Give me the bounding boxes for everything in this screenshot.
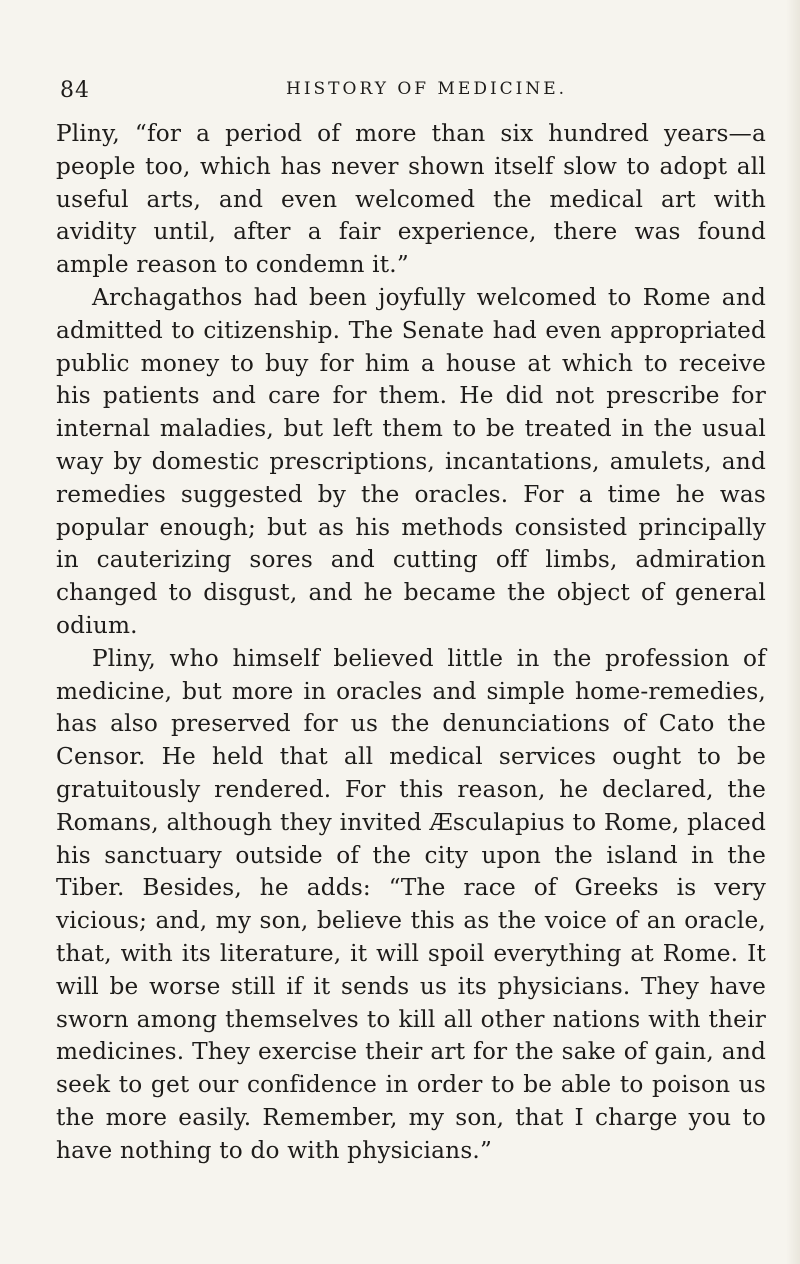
body-text (56, 118, 766, 1168)
paragraph-archagathos: Archagathos had been joyfully welcomed to Rome and admitted to citizenship. The Senate had even appropriated public money to buy for him a house at which to receive his patients and care for them. He did not prescribe for internal maladies, but left them to be treated in the usual way by domestic prescriptions, incantations, amulets, and remedies suggested by the oracles. For a time he was popular enough; but as his methods consisted principally in cauterizing sores and cutting off limbs, admiration changed to disgust, and he became the object of general odium. (56, 283, 766, 639)
paragraph-pliny-quote: Pliny, “for a period of more than six hundred years—a people too, which has never shown itself slow to adopt all useful arts, and even welcomed the medical art with avidity until, after a fair experience, there was found ample reason to condemn it.” (56, 120, 766, 279)
page-edge-shadow (786, 0, 800, 1264)
paragraph-cato-denunciation: Pliny, who himself believed little in the profession of medicine, but more in oracles and simple home-remedies, has also preserved for us the denunciations of Cato the Censor. He held that all medical services ought to be gratuitously rendered. For this reason, he declared, the Romans, although they invited Æsculapius to Rome, placed his sanctuary outside of the city upon the island in the Tiber. Besides, he adds: “The race of Greeks is very vicious; and, my son, believe this as the voice of an oracle, that, with its literature, it will spoil everything at Rome. It will be worse still if it sends us its physicians. They have sworn among themselves to kill all other nations with their medicines. They exercise their art for the sake of gain, and seek to get our confidence in order to be able to poison us the more easily. Remember, my son, that I charge you to have nothing to do with physicians.” (56, 644, 766, 1164)
page-number: 84 (60, 78, 90, 103)
running-title: HISTORY OF MEDICINE. (286, 79, 568, 99)
